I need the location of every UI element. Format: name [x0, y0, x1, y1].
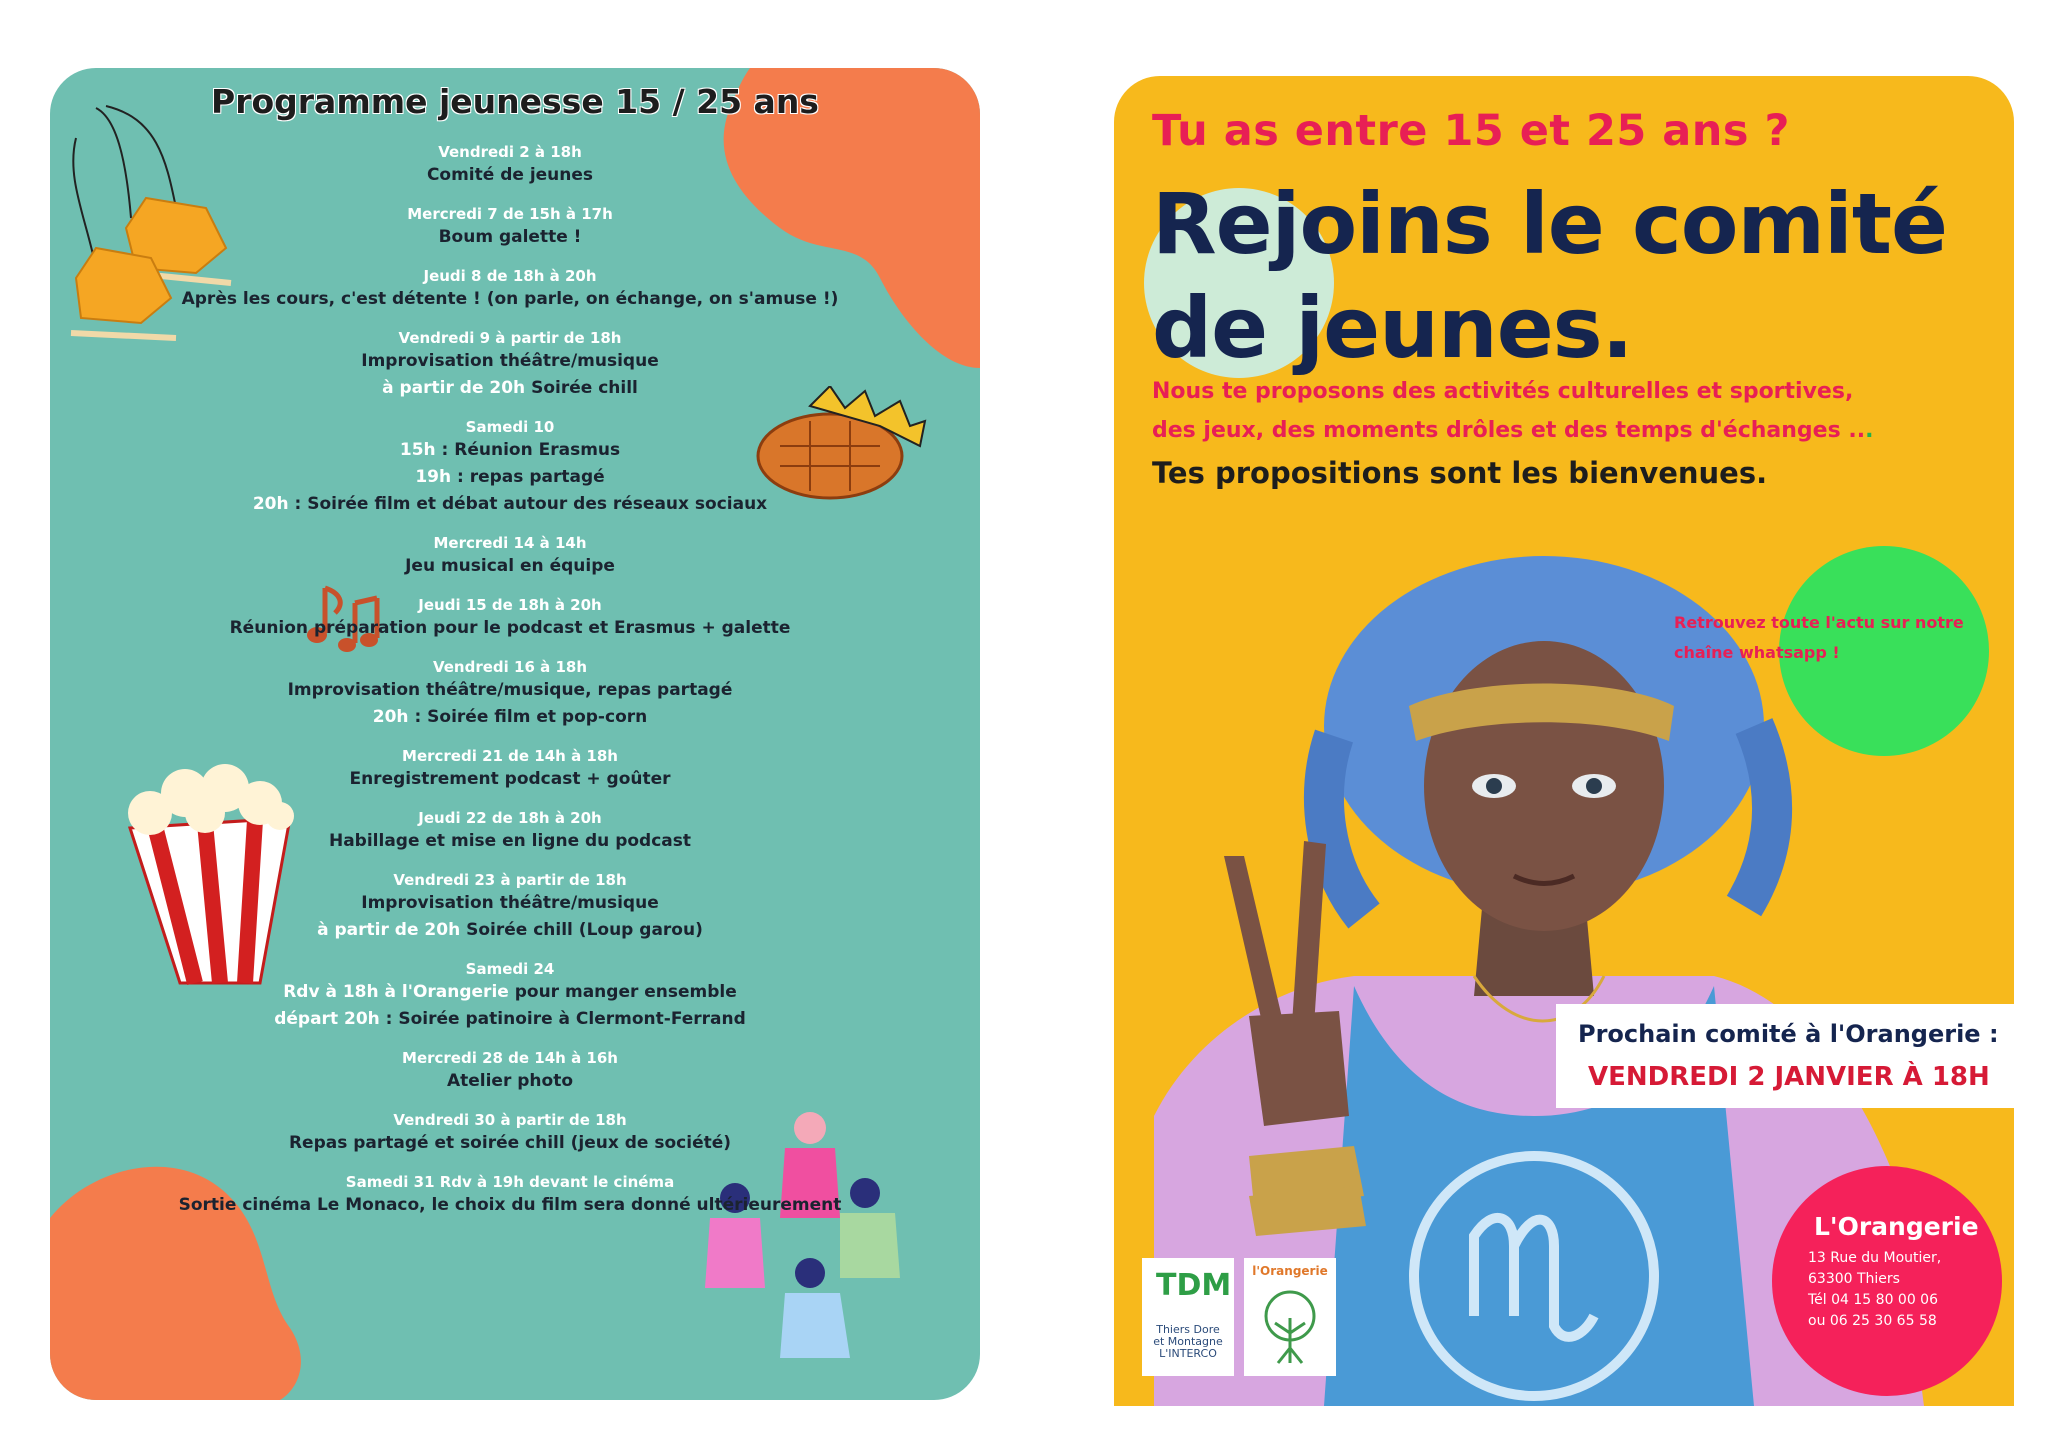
whatsapp-line-2: chaîne whatsapp !	[1674, 643, 1840, 662]
next-committee-label: Prochain comité à l'Orangerie :	[1578, 1020, 1999, 1048]
event-description	[140, 1130, 880, 1157]
event-time-highlight: à partir de 20h	[382, 378, 526, 398]
event-description	[140, 464, 880, 491]
event-text: : repas partagé	[451, 467, 605, 487]
event-item	[140, 870, 880, 944]
orangerie-logo-text: l'Orangerie	[1252, 1264, 1328, 1278]
event-time-highlight: départ 20h	[274, 1009, 380, 1029]
event-time-highlight: Rdv à 18h à l'Orangerie	[283, 982, 509, 1002]
event-date: Vendredi 23 à partir de 18h	[393, 871, 627, 889]
whatsapp-channel-text	[1674, 608, 2004, 668]
event-description	[140, 979, 880, 1006]
event-text: pour manger ensemble	[508, 982, 737, 1002]
event-description	[140, 917, 880, 944]
event-item	[140, 204, 880, 251]
event-date: Samedi 10	[465, 418, 555, 436]
age-question: Tu as entre 15 et 25 ans ?	[1152, 106, 1790, 156]
headline-line-1: Rejoins le comité	[1152, 175, 1947, 273]
event-item	[140, 417, 880, 518]
event-time-highlight: 19h	[415, 467, 452, 487]
event-item	[140, 1172, 880, 1219]
event-date: Samedi 24	[465, 960, 555, 978]
event-description	[140, 890, 880, 917]
event-time-highlight: 20h	[252, 494, 289, 514]
next-committee-date: VENDREDI 2 JANVIER À 18H	[1588, 1062, 1990, 1092]
event-item	[140, 746, 880, 793]
tdm-logo-line: L'INTERCO	[1159, 1347, 1217, 1360]
event-item	[140, 266, 880, 313]
event-date: Mercredi 7 de 15h à 17h	[407, 205, 613, 223]
event-description	[140, 828, 880, 855]
event-description	[140, 437, 880, 464]
event-text: : Soirée patinoire à Clermont-Ferrand	[379, 1009, 746, 1029]
event-date: Samedi 31 Rdv à 19h devant le cinéma	[345, 1173, 675, 1191]
event-date: Jeudi 8 de 18h à 20h	[423, 267, 597, 285]
event-description	[140, 704, 880, 731]
event-text: : Réunion Erasmus	[435, 440, 621, 460]
event-text: Soirée chill (Loup garou)	[460, 920, 703, 940]
intro-text	[1152, 372, 1972, 450]
event-date: Jeudi 15 de 18h à 20h	[418, 596, 602, 614]
event-text: Sortie cinéma Le Monaco, le choix du film sera donné ultérieurement	[178, 1195, 842, 1215]
youth-programme-flyer	[50, 68, 980, 1400]
event-item	[140, 959, 880, 1033]
venue-phone-line: ou 06 25 30 65 58	[1808, 1313, 1937, 1329]
venue-name: L'Orangerie	[1814, 1212, 1979, 1241]
event-text: Improvisation théâtre/musique, repas partagé	[287, 680, 733, 700]
event-item	[140, 142, 880, 189]
event-item	[140, 1048, 880, 1095]
headline	[1152, 172, 2012, 380]
event-description	[140, 677, 880, 704]
event-date: Mercredi 14 à 14h	[433, 534, 587, 552]
youth-committee-flyer	[1114, 76, 2014, 1406]
venue-address-line: 63300 Thiers	[1808, 1271, 1900, 1287]
event-text: Soirée chill	[525, 378, 638, 398]
event-text: Boum galette !	[438, 227, 582, 247]
programme-title: Programme jeunesse 15 / 25 ans	[211, 82, 819, 121]
event-description	[140, 348, 880, 375]
tdm-logo-line: et Montagne	[1153, 1335, 1223, 1348]
event-description	[140, 1068, 880, 1095]
event-date: Mercredi 21 de 14h à 18h	[402, 747, 618, 765]
event-description	[140, 286, 880, 313]
tdm-logo-text	[1146, 1324, 1230, 1360]
event-item	[140, 533, 880, 580]
event-text: Réunion préparation pour le podcast et Erasmus + galette	[229, 618, 791, 638]
orangerie-logo	[1244, 1258, 1336, 1376]
event-text: : Soirée film et pop-corn	[408, 707, 648, 727]
venue-phone-line: Tél 04 15 80 00 06	[1808, 1292, 1938, 1308]
event-description	[140, 162, 880, 189]
event-item	[140, 808, 880, 855]
event-date: Vendredi 9 à partir de 18h	[398, 329, 622, 347]
event-date: Vendredi 2 à 18h	[438, 143, 582, 161]
event-description	[140, 766, 880, 793]
event-text: Après les cours, c'est détente ! (on parle, on échange, on s'amuse !)	[181, 289, 839, 309]
event-date: Jeudi 22 de 18h à 20h	[418, 809, 602, 827]
event-text: Atelier photo	[446, 1071, 574, 1091]
event-item	[140, 595, 880, 642]
event-text: Habillage et mise en ligne du podcast	[328, 831, 692, 851]
event-text: Comité de jeunes	[426, 165, 594, 185]
headline-line-2: de jeunes.	[1152, 279, 1633, 377]
thiers-dore-montagne-logo	[1142, 1258, 1234, 1376]
event-text: Enregistrement podcast + goûter	[349, 769, 671, 789]
whatsapp-line-1: Retrouvez toute l'actu sur notre	[1674, 613, 1964, 632]
intro-line-2: des jeux, des moments drôles et des temps d'échanges ..	[1152, 418, 1866, 443]
event-text: Improvisation théâtre/musique	[361, 351, 659, 371]
events-list	[140, 142, 880, 1234]
event-date: Mercredi 28 de 14h à 16h	[402, 1049, 618, 1067]
event-description	[140, 224, 880, 251]
event-time-highlight: 20h	[372, 707, 409, 727]
event-description	[140, 1192, 880, 1219]
event-description	[140, 615, 880, 642]
event-date: Vendredi 30 à partir de 18h	[393, 1111, 627, 1129]
event-date: Vendredi 16 à 18h	[432, 658, 588, 676]
event-item	[140, 657, 880, 731]
venue-address-line: 13 Rue du Moutier,	[1808, 1250, 1942, 1266]
event-description	[140, 1006, 880, 1033]
next-committee-box	[1556, 1004, 2014, 1108]
venue-address	[1808, 1248, 1941, 1332]
event-description	[140, 491, 880, 518]
event-text: Jeu musical en équipe	[405, 556, 615, 576]
event-description	[140, 375, 880, 402]
tree-icon	[1260, 1288, 1320, 1368]
intro-green-dot: .	[1865, 418, 1874, 443]
event-time-highlight: 15h	[399, 440, 436, 460]
event-text: Improvisation théâtre/musique	[361, 893, 659, 913]
tdm-logo-mark: TDM	[1156, 1268, 1232, 1303]
intro-line-1: Nous te proposons des activités culturelles et sportives,	[1152, 379, 1854, 404]
event-text: Repas partagé et soirée chill (jeux de société)	[288, 1133, 732, 1153]
event-item	[140, 328, 880, 402]
event-time-highlight: à partir de 20h	[317, 920, 461, 940]
welcome-text: Tes propositions sont les bienvenues.	[1152, 456, 1768, 490]
event-description	[140, 553, 880, 580]
event-item	[140, 1110, 880, 1157]
event-text: : Soirée film et débat autour des réseaux sociaux	[288, 494, 768, 514]
tdm-logo-line: Thiers Dore	[1156, 1323, 1220, 1336]
